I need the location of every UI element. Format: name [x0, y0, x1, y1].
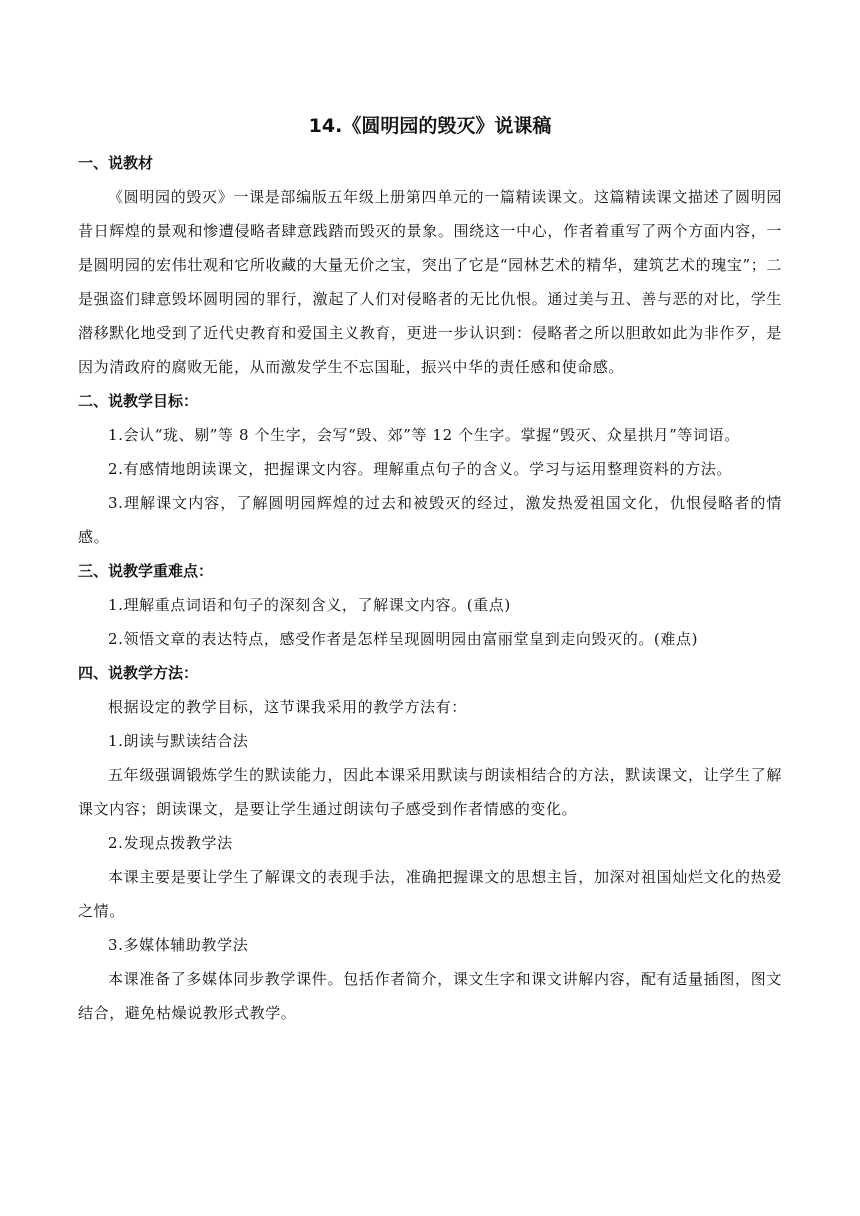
section-heading-key-points: 三、说教学重难点：	[78, 562, 214, 580]
paragraph: 根据设定的教学目标，这节课我采用的教学方法有：	[108, 698, 467, 716]
method-title: 1.朗读与默读结合法	[108, 732, 249, 750]
paragraph: 2.有感情地朗读课文，把握课文内容。理解重点句子的含义。学习与运用整理资料的方法。	[108, 460, 732, 478]
document-body	[78, 110, 782, 1030]
section-heading-teaching-methods: 四、说教学方法：	[78, 664, 199, 682]
paragraph: 2.领悟文章的表达特点，感受作者是怎样呈现圆明园由富丽堂皇到走向毁灭的。(难点)	[108, 630, 699, 648]
section-heading-teaching-material: 一、说教材	[78, 154, 154, 172]
document-title: 14.《圆明园的毁灭》说课稿	[308, 115, 552, 137]
paragraph: 1.会认“珑、剔”等 8 个生字，会写“毁、郊”等 12 个生字。掌握“毁灭、众星拱月”等词语。	[108, 426, 740, 444]
section-heading-teaching-goals: 二、说教学目标：	[78, 392, 199, 410]
method-title: 3.多媒体辅助教学法	[108, 936, 249, 954]
paragraph: 五年级强调锻炼学生的默读能力，因此本课采用默读与朗读相结合的方法，默读课文，让学生了解课文内容；朗读课文，是要让学生通过朗读句子感受到作者情感的变化。	[78, 766, 782, 818]
paragraph: 1.理解重点词语和句子的深刻含义，了解课文内容。(重点)	[108, 596, 511, 614]
paragraph: 本课主要是要让学生了解课文的表现手法，准确把握课文的思想主旨，加深对祖国灿烂文化的热爱之情。	[78, 868, 782, 920]
paragraph: 《圆明园的毁灭》一课是部编版五年级上册第四单元的一篇精读课文。这篇精读课文描述了圆明园昔日辉煌的景观和惨遭侵略者肆意践踏而毁灭的景象。围绕这一中心，作者着重写了两个方面内容，一是圆明园的宏伟壮观和它所收藏的大量无价之宝，突出了它是“园林艺术的精华，建筑艺术的瑰宝”；二是强盗们肆意毁坏圆明园的罪行，激起了人们对侵略者的无比仇恨。通过美与丑、善与恶的对比，学生潜移默化地受到了近代史教育和爱国主义教育，更进一步认识到：侵略者之所以胆敢如此为非作歹，是因为清政府的腐败无能，从而激发学生不忘国耻，振兴中华的责任感和使命感。	[78, 188, 782, 376]
paragraph: 3.理解课文内容，了解圆明园辉煌的过去和被毁灭的经过，激发热爱祖国文化，仇恨侵略者的情感。	[78, 494, 782, 546]
method-title: 2.发现点拨教学法	[108, 834, 233, 852]
paragraph: 本课准备了多媒体同步教学课件。包括作者简介，课文生字和课文讲解内容，配有适量插图，图文结合，避免枯燥说教形式教学。	[78, 970, 782, 1022]
